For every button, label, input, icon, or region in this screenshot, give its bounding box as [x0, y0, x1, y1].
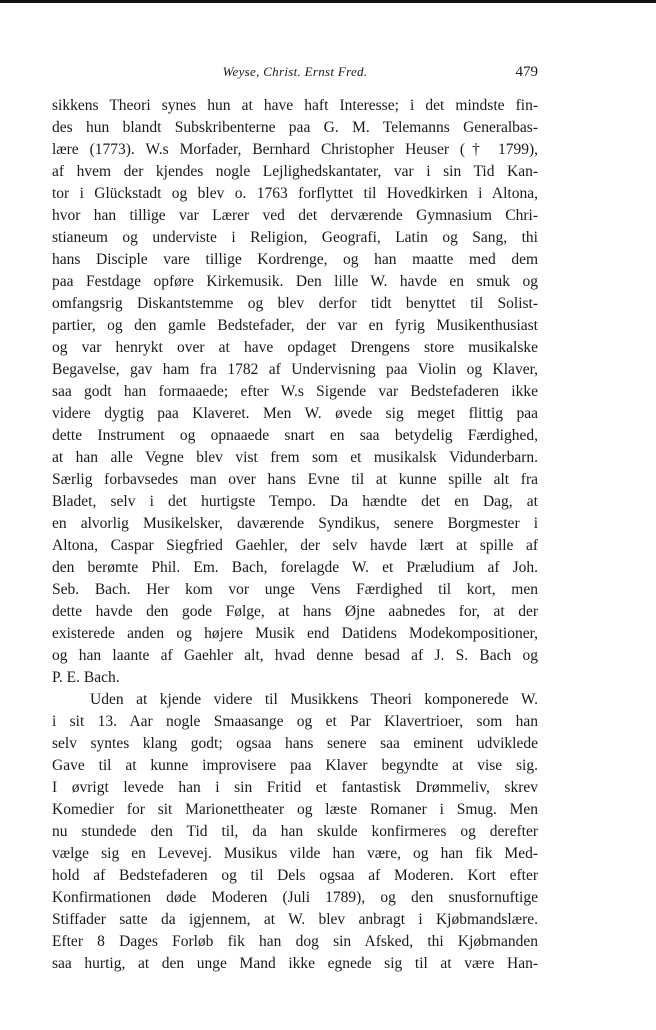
text-line: den berømte Phil. Em. Bach, forelagde W. et Præludium af Joh.: [52, 559, 538, 576]
running-title: Weyse, Christ. Ernst Fred.: [222, 64, 368, 79]
text-line: hans Disciple vare tillige Kordrenge, og han maatte med dem: [52, 251, 538, 268]
text-line: stianeum og underviste i Religion, Geografi, Latin og Sang, thi: [52, 229, 538, 246]
text-line: existerede anden og højere Musik end Datidens Modekompositioner,: [52, 625, 538, 642]
text-line: Altona, Caspar Siegfried Gaehler, der selv havde lært at spille af: [52, 537, 538, 554]
paragraph-start-line: Uden at kjende videre til Musikkens Theori komponerede W.: [90, 691, 538, 708]
text-line: saa godt han formaaede; efter W.s Sigende var Bedstefaderen ikke: [52, 383, 538, 400]
text-line: partier, og den gamle Bedstefader, der var en fyrig Musikenthusiast: [52, 317, 538, 334]
text-line: omfangsrig Diskantstemme og blev derfor tidt benyttet til Solist-: [52, 295, 538, 312]
text-line: lære (1773). W.s Morfader, Bernhard Christopher Heuser († 1799),: [52, 141, 538, 158]
text-line: i sit 13. Aar nogle Smaasange og et Par Klavertrioer, som han: [52, 713, 538, 730]
text-line: sikkens Theori synes hun at have haft Interesse; i det mindste fin-: [52, 97, 538, 114]
page-number: 479: [515, 64, 538, 80]
text-line: I øvrigt levede han i sin Fritid et fantastisk Drømmeliv, skrev: [52, 779, 538, 796]
text-line: paa Festdage opføre Kirkemusik. Den lille W. havde en smuk og: [52, 273, 538, 290]
body-text: [52, 95, 538, 975]
text-line: Særlig forbavsedes man over hans Evne til at kunne spille alt fra: [52, 471, 538, 488]
text-line: dette havde den gode Følge, at hans Øjne aabnedes for, at der: [52, 603, 538, 620]
text-line: saa hurtig, at den unge Mand ikke egnede sig til at være Han-: [52, 955, 538, 972]
text-line: Gave til at kunne improvisere paa Klaver begyndte at vise sig.: [52, 757, 538, 774]
text-line: Seb. Bach. Her kom vor unge Vens Færdighed til kort, men: [52, 581, 538, 598]
text-line: tor i Glückstadt og blev o. 1763 forflyttet til Hovedkirken i Altona,: [52, 185, 538, 202]
text-line: Efter 8 Dages Forløb fik han dog sin Afsked, thi Kjøbmanden: [52, 933, 538, 950]
text-line: af hvem der kjendes nogle Lejlighedskantater, var i sin Tid Kan-: [52, 163, 538, 180]
top-border-rule: [0, 0, 656, 3]
text-line: vælge sig en Levevej. Musikus vilde han være, og han fik Med-: [52, 845, 538, 862]
text-line: Begavelse, gav ham fra 1782 af Undervisning paa Violin og Klaver,: [52, 361, 538, 378]
text-line: Komedier for sit Marionettheater og læste Romaner i Smug. Men: [52, 801, 538, 818]
text-line: hold af Bedstefaderen og til Dels ogsaa af Moderen. Kort efter: [52, 867, 538, 884]
text-line: videre dygtig paa Klaveret. Men W. øvede sig meget flittig paa: [52, 405, 538, 422]
text-line: at han alle Vegne blev vist frem som et musikalsk Vidunderbarn.: [52, 449, 538, 466]
text-line: og han laante af Gaehler alt, hvad denne besad af J. S. Bach og: [52, 647, 538, 664]
text-line: nu stundede den Tid til, da han skulde konfirmeres og derefter: [52, 823, 538, 840]
text-line: Konfirmationen døde Moderen (Juli 1789), og den snusfornuftige: [52, 889, 538, 906]
text-line: Stiffader satte da igjennem, at W. blev anbragt i Kjøbmandslære.: [52, 911, 538, 928]
text-line: hvor han tillige var Lærer ved det derværende Gymnasium Chri-: [52, 207, 538, 224]
page-header: [52, 58, 538, 82]
text-line: og var henrykt over at have opdaget Drengens store musikalske: [52, 339, 538, 356]
text-line: Bladet, selv i det hurtigste Tempo. Da hændte det en Dag, at: [52, 493, 538, 510]
text-line: dette Instrument og opnaaede snart en saa betydelig Færdighed,: [52, 427, 538, 444]
text-line: en alvorlig Musikelsker, daværende Syndikus, senere Borgmester i: [52, 515, 538, 532]
text-line: selv syntes klang godt; ogsaa hans senere saa eminent udviklede: [52, 735, 538, 752]
text-line: des hun blandt Subskribenterne paa G. M. Telemanns Generalbas-: [52, 119, 538, 136]
paragraph-end-line: P. E. Bach.: [52, 669, 120, 686]
